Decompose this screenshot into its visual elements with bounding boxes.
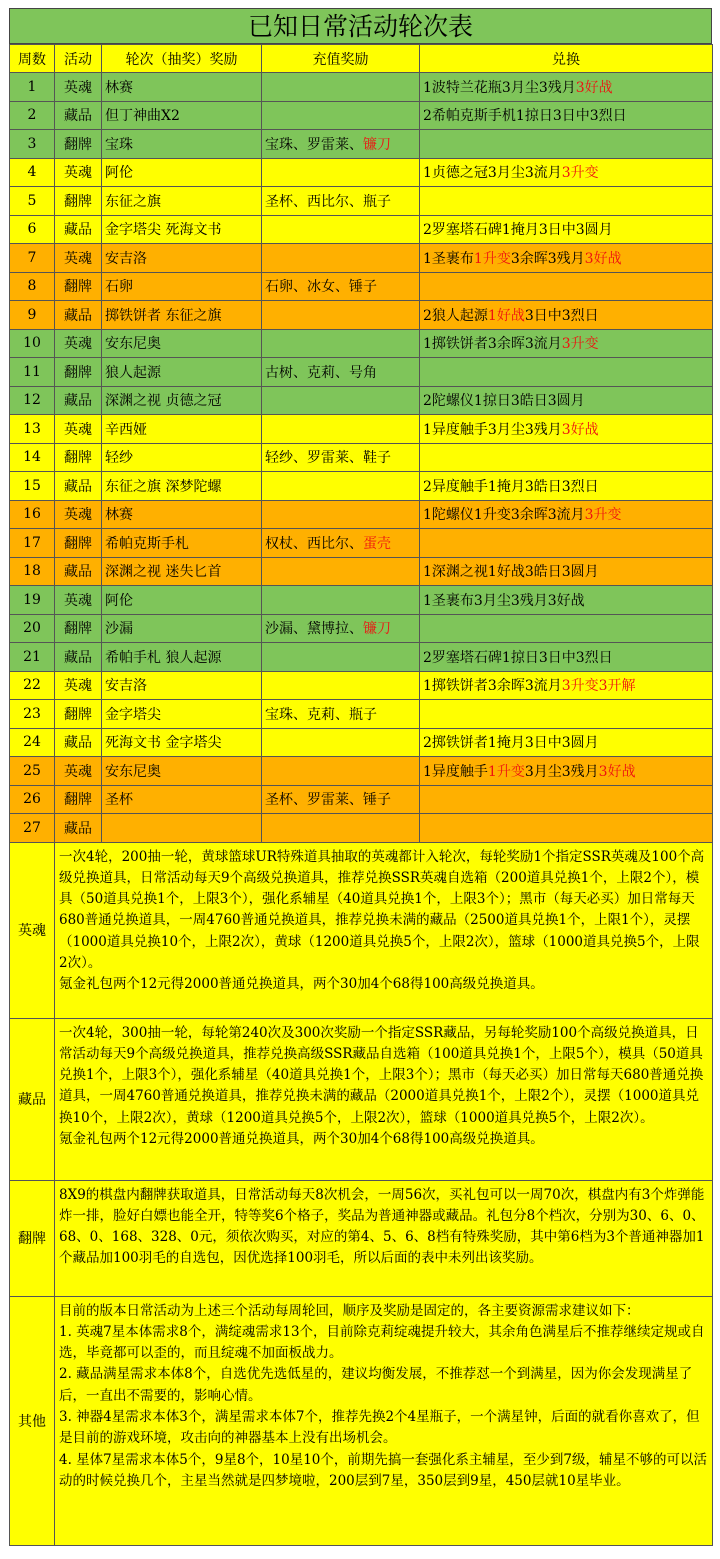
activity-cell: 藏品 xyxy=(55,472,102,501)
week-cell: 13 xyxy=(10,415,55,444)
table-row xyxy=(10,73,713,102)
highlight-text: 3升变 xyxy=(584,507,622,524)
sheet-title: 已知日常活动轮次表 xyxy=(9,8,712,44)
notes-text-cell xyxy=(55,1180,713,1296)
header-recharge-reward: 充值奖励 xyxy=(262,45,420,73)
highlight-text: 镰刀 xyxy=(363,621,391,638)
exchange-cell xyxy=(420,130,713,159)
text-segment: 宝珠、罗雷莱、 xyxy=(265,136,363,153)
activity-cell: 英魂 xyxy=(55,500,102,529)
table-row xyxy=(10,643,713,672)
exchange-cell xyxy=(420,671,713,700)
lottery-cell: 圣杯 xyxy=(102,785,262,814)
lottery-cell: 阿伦 xyxy=(102,586,262,615)
table-row xyxy=(10,358,713,387)
text-segment: 2陀螺仪1掠日3皓日3圆月 xyxy=(423,393,585,410)
activity-cell: 英魂 xyxy=(55,244,102,273)
activity-cell: 翻牌 xyxy=(55,700,102,729)
activity-cell: 翻牌 xyxy=(55,358,102,387)
exchange-cell xyxy=(420,785,713,814)
text-segment: 1贞德之冠3月尘3流月 xyxy=(423,165,562,182)
recharge-cell xyxy=(262,215,420,244)
exchange-cell xyxy=(420,158,713,187)
table-row xyxy=(10,101,713,130)
notes-paragraph: 8X9的棋盘内翻牌获取道具，日常活动每天8次机会，一周56次，买礼包可以一周70次，棋盘内有3个炸弹能炸一排，脸好白嫖也能全开，特等奖6个格子，奖品为普通神器或藏品。礼包分8个档次，分别为30、6、0、68、0、168、328、0元，须依次购买，对应的第4、5、6、8档有特殊奖励，其中第6档为3个普通神器加1个藏品加100羽毛的自选包，因优选择100羽毛，所以后面的表中未列出该奖励。 xyxy=(59,1186,705,1267)
activity-cell: 英魂 xyxy=(55,671,102,700)
highlight-text: 3升变 xyxy=(561,165,599,182)
activity-cell: 藏品 xyxy=(55,301,102,330)
notes-row xyxy=(10,1180,713,1296)
header-week: 周数 xyxy=(10,45,55,73)
notes-text-cell xyxy=(55,1296,713,1545)
week-cell: 8 xyxy=(10,272,55,301)
table-row xyxy=(10,728,713,757)
notes-row xyxy=(10,1296,713,1545)
table-row xyxy=(10,700,713,729)
highlight-text: 蛋壳 xyxy=(363,535,391,552)
text-segment: 1波特兰花瓶3月尘3残月 xyxy=(423,79,576,96)
text-segment: 1圣裹布 xyxy=(423,250,474,267)
week-cell: 16 xyxy=(10,500,55,529)
notes-paragraph: 氪金礼包两个12元得2000普通兑换道具，两个30加4个68得100高级兑换道具。 xyxy=(59,976,544,993)
exchange-cell xyxy=(420,187,713,216)
table-row xyxy=(10,500,713,529)
notes-label-cell: 英魂 xyxy=(10,842,55,1018)
activity-cell: 藏品 xyxy=(55,814,102,843)
activity-cell: 英魂 xyxy=(55,329,102,358)
text-segment: 2罗塞塔石碑1掠日3日中3烈日 xyxy=(423,649,613,666)
table-row xyxy=(10,272,713,301)
activity-cell: 藏品 xyxy=(55,386,102,415)
week-cell: 2 xyxy=(10,101,55,130)
highlight-text: 1升变 xyxy=(473,250,511,267)
lottery-cell: 死海文书 金字塔尖 xyxy=(102,728,262,757)
lottery-cell: 沙漏 xyxy=(102,614,262,643)
text-segment: 圣杯、西比尔、瓶子 xyxy=(265,193,391,210)
text-segment: 3日中3烈日 xyxy=(524,307,599,324)
week-cell: 21 xyxy=(10,643,55,672)
lottery-cell: 安吉洛 xyxy=(102,244,262,273)
lottery-cell: 安吉洛 xyxy=(102,671,262,700)
schedule-table xyxy=(9,44,713,1546)
recharge-cell xyxy=(262,415,420,444)
notes-paragraph: 一次4轮，300抽一轮，每轮第240次及300次奖励一个指定SSR藏品，另每轮奖励100个高级兑换道具，日常活动每天9个高级兑换道具，推荐兑换高级SSR藏品自选箱（100道具兑换1个，上限5个），模具（50道具兑换1个，上限3个），强化系辅星（40道具兑换1个，上限3个）；黑市（每天必买）加日常每天680普通兑换道具，一周4760普通兑换道具，推荐兑换未满的藏品（2000道具兑换1个，上限2个），灵摆（1000道具兑换10个，上限2次），黄球（1200道具兑换5个，上限2次），篮球（1000道具兑换5个，上限2次）。 xyxy=(59,1024,704,1126)
lottery-cell: 深渊之视 贞德之冠 xyxy=(102,386,262,415)
text-segment: 1深渊之视1好战3皓日3圆月 xyxy=(423,564,599,581)
recharge-cell xyxy=(262,557,420,586)
table-row xyxy=(10,415,713,444)
table-row xyxy=(10,814,713,843)
exchange-cell xyxy=(420,272,713,301)
notes-paragraph: 氪金礼包两个12元得2000普通兑换道具，两个30加4个68得100高级兑换道具。 xyxy=(59,1130,544,1147)
activity-cell: 藏品 xyxy=(55,557,102,586)
exchange-cell xyxy=(420,415,713,444)
lottery-cell: 金字塔尖 xyxy=(102,700,262,729)
table-row xyxy=(10,215,713,244)
recharge-cell xyxy=(262,244,420,273)
recharge-cell xyxy=(262,728,420,757)
table-row xyxy=(10,130,713,159)
header-lottery-reward: 轮次（抽奖）奖励 xyxy=(102,45,262,73)
lottery-cell: 希帕克斯手札 xyxy=(102,529,262,558)
exchange-cell xyxy=(420,757,713,786)
recharge-cell xyxy=(262,301,420,330)
highlight-text: 3升变 xyxy=(561,336,599,353)
table-row xyxy=(10,443,713,472)
table-row xyxy=(10,785,713,814)
recharge-cell xyxy=(262,443,420,472)
notes-paragraph: 目前的版本日常活动为上述三个活动每周轮回，顺序及奖励是固定的，各主要资源需求建议如下： xyxy=(59,1302,640,1319)
recharge-cell xyxy=(262,472,420,501)
recharge-cell xyxy=(262,643,420,672)
week-cell: 11 xyxy=(10,358,55,387)
activity-cell: 翻牌 xyxy=(55,272,102,301)
recharge-cell xyxy=(262,614,420,643)
schedule-sheet xyxy=(9,8,712,1546)
lottery-cell xyxy=(102,814,262,843)
text-segment: 1掷铁饼者3余晖3流月 xyxy=(423,678,562,695)
week-cell: 24 xyxy=(10,728,55,757)
recharge-cell xyxy=(262,158,420,187)
exchange-cell xyxy=(420,244,713,273)
header-activity: 活动 xyxy=(55,45,102,73)
recharge-cell xyxy=(262,272,420,301)
text-segment: 权杖、西比尔、 xyxy=(265,535,363,552)
header-exchange: 兑换 xyxy=(420,45,713,73)
lottery-cell: 宝珠 xyxy=(102,130,262,159)
rows-body xyxy=(10,73,713,843)
highlight-text: 3升变3开解 xyxy=(561,678,636,695)
header-row xyxy=(10,45,713,73)
exchange-cell xyxy=(420,500,713,529)
activity-cell: 翻牌 xyxy=(55,187,102,216)
activity-cell: 英魂 xyxy=(55,158,102,187)
text-segment: 轻纱、罗雷莱、鞋子 xyxy=(265,450,391,467)
recharge-cell xyxy=(262,73,420,102)
notes-text-cell xyxy=(55,1018,713,1180)
text-segment: 沙漏、黛博拉、 xyxy=(265,621,363,638)
week-cell: 9 xyxy=(10,301,55,330)
lottery-cell: 但丁神曲X2 xyxy=(102,101,262,130)
notes-row xyxy=(10,1018,713,1180)
notes-label-cell: 翻牌 xyxy=(10,1180,55,1296)
activity-cell: 翻牌 xyxy=(55,130,102,159)
activity-cell: 英魂 xyxy=(55,757,102,786)
highlight-text: 3好战 xyxy=(584,250,622,267)
recharge-cell xyxy=(262,130,420,159)
text-segment: 1圣裹布3月尘3残月3好战 xyxy=(423,592,585,609)
week-cell: 7 xyxy=(10,244,55,273)
notes-paragraph: 4. 星体7星需求本体5个，9星8个，10星10个，前期先搞一套强化系主辅星，至少到7级，辅星不够的可以活动的时候兑换几个，主星当然就是四梦境啦，200层到7星，350层到9星，450层就10星毕业。 xyxy=(59,1451,707,1489)
exchange-cell xyxy=(420,358,713,387)
week-cell: 12 xyxy=(10,386,55,415)
exchange-cell xyxy=(420,614,713,643)
recharge-cell xyxy=(262,586,420,615)
notes-row xyxy=(10,842,713,1018)
table-row xyxy=(10,187,713,216)
activity-cell: 藏品 xyxy=(55,643,102,672)
lottery-cell: 安东尼奥 xyxy=(102,329,262,358)
activity-cell: 英魂 xyxy=(55,586,102,615)
text-segment: 石卵、冰女、锤子 xyxy=(265,279,377,296)
highlight-text: 3好战 xyxy=(561,421,599,438)
text-segment: 宝珠、克莉、瓶子 xyxy=(265,706,377,723)
activity-cell: 藏品 xyxy=(55,728,102,757)
week-cell: 19 xyxy=(10,586,55,615)
lottery-cell: 阿伦 xyxy=(102,158,262,187)
text-segment: 2狼人起源 xyxy=(423,307,488,324)
table-row xyxy=(10,472,713,501)
recharge-cell xyxy=(262,785,420,814)
lottery-cell: 东征之旗 深梦陀螺 xyxy=(102,472,262,501)
table-row xyxy=(10,158,713,187)
notes-label-cell: 其他 xyxy=(10,1296,55,1545)
recharge-cell xyxy=(262,700,420,729)
week-cell: 27 xyxy=(10,814,55,843)
text-segment: 2掷铁饼者1掩月3日中3圆月 xyxy=(423,735,599,752)
lottery-cell: 深渊之视 迷失匕首 xyxy=(102,557,262,586)
exchange-cell xyxy=(420,643,713,672)
text-segment: 3余晖3残月 xyxy=(510,250,585,267)
week-cell: 23 xyxy=(10,700,55,729)
table-row xyxy=(10,671,713,700)
lottery-cell: 狼人起源 xyxy=(102,358,262,387)
table-row xyxy=(10,757,713,786)
week-cell: 22 xyxy=(10,671,55,700)
week-cell: 26 xyxy=(10,785,55,814)
lottery-cell: 林赛 xyxy=(102,73,262,102)
recharge-cell xyxy=(262,500,420,529)
highlight-text: 1好战 xyxy=(487,307,525,324)
week-cell: 3 xyxy=(10,130,55,159)
text-segment: 1掷铁饼者3余晖3流月 xyxy=(423,336,562,353)
notes-text-cell xyxy=(55,842,713,1018)
highlight-text: 3好战 xyxy=(598,763,636,780)
recharge-cell xyxy=(262,671,420,700)
activity-cell: 英魂 xyxy=(55,415,102,444)
notes-label-cell: 藏品 xyxy=(10,1018,55,1180)
table-row xyxy=(10,529,713,558)
exchange-cell xyxy=(420,73,713,102)
exchange-cell xyxy=(420,215,713,244)
exchange-cell xyxy=(420,700,713,729)
exchange-cell xyxy=(420,557,713,586)
exchange-cell xyxy=(420,728,713,757)
lottery-cell: 掷铁饼者 东征之旗 xyxy=(102,301,262,330)
activity-cell: 英魂 xyxy=(55,73,102,102)
recharge-cell xyxy=(262,386,420,415)
activity-cell: 翻牌 xyxy=(55,443,102,472)
activity-cell: 翻牌 xyxy=(55,529,102,558)
exchange-cell xyxy=(420,101,713,130)
text-segment: 3月尘3残月 xyxy=(524,763,599,780)
text-segment: 古树、克莉、号角 xyxy=(265,364,377,381)
exchange-cell xyxy=(420,814,713,843)
lottery-cell: 辛西娅 xyxy=(102,415,262,444)
exchange-cell xyxy=(420,586,713,615)
lottery-cell: 东征之旗 xyxy=(102,187,262,216)
activity-cell: 藏品 xyxy=(55,101,102,130)
exchange-cell xyxy=(420,329,713,358)
text-segment: 圣杯、罗雷莱、锤子 xyxy=(265,792,391,809)
week-cell: 4 xyxy=(10,158,55,187)
table-row xyxy=(10,557,713,586)
activity-cell: 藏品 xyxy=(55,215,102,244)
recharge-cell xyxy=(262,187,420,216)
recharge-cell xyxy=(262,358,420,387)
table-row xyxy=(10,586,713,615)
lottery-cell: 轻纱 xyxy=(102,443,262,472)
text-segment: 2希帕克斯手机1掠日3日中3烈日 xyxy=(423,108,627,125)
lottery-cell: 石卵 xyxy=(102,272,262,301)
week-cell: 14 xyxy=(10,443,55,472)
notes-paragraph: 2. 藏品满星需求本体8个，自选优先选低星的，建议均衡发展，不推荐怼一个到满星，因为你会发现满星了后，一直出不需要的，影响心情。 xyxy=(59,1366,693,1404)
table-row xyxy=(10,614,713,643)
week-cell: 25 xyxy=(10,757,55,786)
text-segment: 2异度触手1掩月3皓日3烈日 xyxy=(423,478,599,495)
highlight-text: 1升变 xyxy=(487,763,525,780)
highlight-text: 3好战 xyxy=(575,79,613,96)
recharge-cell xyxy=(262,757,420,786)
table-row xyxy=(10,244,713,273)
text-segment: 2罗塞塔石碑1掩月3日中3圆月 xyxy=(423,222,613,239)
exchange-cell xyxy=(420,443,713,472)
text-segment: 1异度触手3月尘3残月 xyxy=(423,421,562,438)
notes-paragraph: 1. 英魂7星本体需求8个，满绽魂需求13个，目前除克莉绽魂提升较大，其余角色满星后不推荐继续定规或自选，毕竟都可以歪的，而且绽魂不加面板战力。 xyxy=(59,1323,705,1362)
exchange-cell xyxy=(420,301,713,330)
week-cell: 6 xyxy=(10,215,55,244)
exchange-cell xyxy=(420,472,713,501)
notes-body xyxy=(10,842,713,1545)
week-cell: 5 xyxy=(10,187,55,216)
lottery-cell: 林赛 xyxy=(102,500,262,529)
lottery-cell: 希帕手札 狼人起源 xyxy=(102,643,262,672)
table-row xyxy=(10,386,713,415)
notes-paragraph: 3. 神器4星需求本体3个，满星需求本体7个，推荐先换2个4星瓶子，一个满星钟，后面的就看你喜欢了，但是目前的游戏环境，攻击向的神器基本上没有出场机会。 xyxy=(59,1408,700,1447)
week-cell: 15 xyxy=(10,472,55,501)
text-segment: 1陀螺仪1升变3余晖3流月 xyxy=(423,507,585,524)
activity-cell: 翻牌 xyxy=(55,785,102,814)
activity-cell: 翻牌 xyxy=(55,614,102,643)
exchange-cell xyxy=(420,529,713,558)
exchange-cell xyxy=(420,386,713,415)
recharge-cell xyxy=(262,101,420,130)
recharge-cell xyxy=(262,814,420,843)
notes-paragraph: 一次4轮，200抽一轮，黄球篮球UR特殊道具抽取的英魂都计入轮次，每轮奖励1个指定SSR英魂及100个高级兑换道具，日常活动每天9个高级兑换道具，推荐兑换SSR英魂自选箱（200道具兑换1个，上限2个），模具（50道具兑换1个，上限3个），强化系辅星（40道具兑换1个，上限3个）；黑市（每天必买）加日常每天680普通兑换道具，一周4760普通兑换道具，推荐兑换未满的藏品（2500道具兑换1个，上限1个），灵摆（1000道具兑换10个，上限2次），黄球（1200道具兑换5个，上限2次），篮球（1000道具兑换5个，上限2次）。 xyxy=(59,848,705,971)
recharge-cell xyxy=(262,529,420,558)
lottery-cell: 安东尼奥 xyxy=(102,757,262,786)
week-cell: 20 xyxy=(10,614,55,643)
week-cell: 17 xyxy=(10,529,55,558)
lottery-cell: 金字塔尖 死海文书 xyxy=(102,215,262,244)
recharge-cell xyxy=(262,329,420,358)
highlight-text: 镰刀 xyxy=(363,136,391,153)
table-row xyxy=(10,301,713,330)
week-cell: 18 xyxy=(10,557,55,586)
week-cell: 1 xyxy=(10,73,55,102)
week-cell: 10 xyxy=(10,329,55,358)
text-segment: 1异度触手 xyxy=(423,763,488,780)
table-row xyxy=(10,329,713,358)
